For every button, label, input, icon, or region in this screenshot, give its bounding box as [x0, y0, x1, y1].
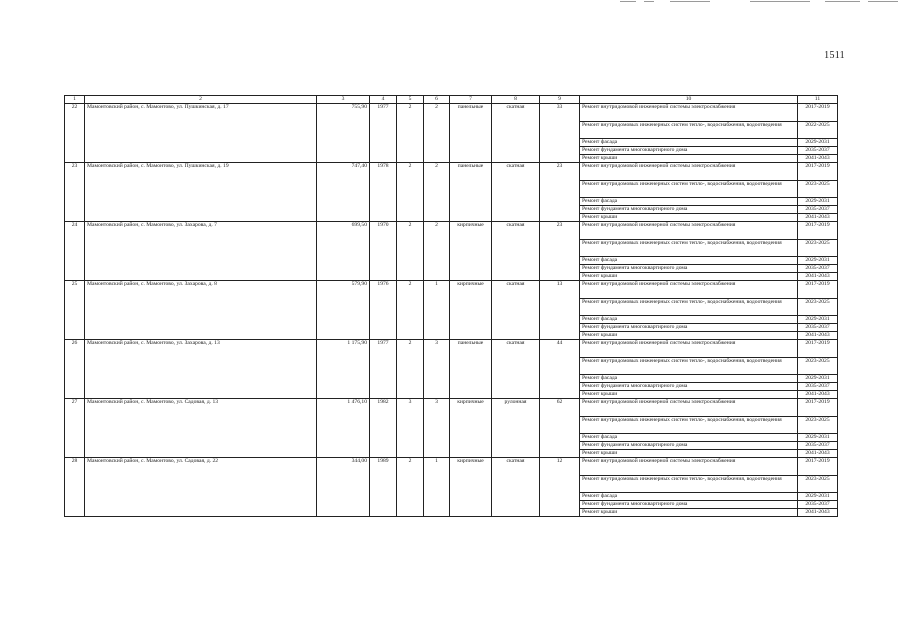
repair-period: 2041-2043	[798, 332, 838, 340]
repair-work-name: Ремонт фасада	[580, 434, 798, 442]
repair-period: 2035-2037	[798, 206, 838, 214]
column-number: 1	[65, 96, 85, 104]
resident-count: 13	[540, 281, 580, 340]
house-area: 1 175,90	[317, 340, 370, 399]
repair-work-name: Ремонт фасада	[580, 375, 798, 383]
column-number: 6	[424, 96, 450, 104]
wall-material: панельные	[450, 340, 492, 399]
column-number: 3	[317, 96, 370, 104]
repair-period: 2017-2019	[798, 163, 838, 181]
repair-work-name: Ремонт фундамента многоквартирного дома	[580, 324, 798, 332]
repair-period: 2029-2031	[798, 257, 838, 265]
repair-period: 2023-2025	[798, 476, 838, 493]
house-row	[65, 104, 838, 122]
repair-work-name: Ремонт фасада	[580, 139, 798, 147]
repair-period: 2041-2043	[798, 273, 838, 281]
repair-period: 2023-2025	[798, 299, 838, 316]
roof-type: скатная	[492, 281, 540, 340]
repair-work-name: Ремонт внутридомовых инженерных систем тепло-, водоснабжения, водоотведения	[580, 181, 798, 198]
repair-work-name: Ремонт фундамента многоквартирного дома	[580, 442, 798, 450]
roof-type: скатная	[492, 163, 540, 222]
repair-period: 2041-2043	[798, 214, 838, 222]
repair-work-name: Ремонт фундамента многоквартирного дома	[580, 501, 798, 509]
repair-period: 2035-2037	[798, 501, 838, 509]
repair-period: 2023-2025	[798, 417, 838, 434]
floor-count: 2	[397, 163, 424, 222]
resident-count: 23	[540, 222, 580, 281]
floor-count: 2	[397, 281, 424, 340]
resident-count: 62	[540, 399, 580, 458]
build-year: 1976	[370, 281, 397, 340]
repair-work-name: Ремонт фасада	[580, 257, 798, 265]
page-number: 1511	[824, 50, 845, 61]
repair-period: 2041-2043	[798, 509, 838, 517]
house-area: 747,40	[317, 163, 370, 222]
repair-program-table	[64, 95, 838, 517]
repair-period: 2022-2025	[798, 122, 838, 139]
floor-count: 2	[397, 458, 424, 517]
repair-work-name: Ремонт крыши	[580, 450, 798, 458]
entrance-count: 3	[424, 340, 450, 399]
wall-material: кирпичные	[450, 458, 492, 517]
repair-work-name: Ремонт крыши	[580, 155, 798, 163]
entrance-count: 3	[424, 399, 450, 458]
row-number: 25	[65, 281, 85, 340]
repair-work-name: Ремонт внутридомовых инженерных систем тепло-, водоснабжения, водоотведения	[580, 240, 798, 257]
build-year: 1977	[370, 340, 397, 399]
repair-work-name: Ремонт крыши	[580, 214, 798, 222]
repair-period: 2029-2031	[798, 198, 838, 206]
entrance-count: 1	[424, 458, 450, 517]
house-area: 699,50	[317, 222, 370, 281]
roof-type: скатная	[492, 104, 540, 163]
repair-period: 2023-2025	[798, 181, 838, 198]
column-number-row	[65, 96, 838, 104]
entrance-count: 2	[424, 104, 450, 163]
repair-work-name: Ремонт фундамента многоквартирного дома	[580, 383, 798, 391]
repair-period: 2029-2031	[798, 316, 838, 324]
row-number: 26	[65, 340, 85, 399]
build-year: 1970	[370, 222, 397, 281]
wall-material: панельные	[450, 104, 492, 163]
repair-work-name: Ремонт внутридомовых инженерных систем тепло-, водоснабжения, водоотведения	[580, 299, 798, 316]
house-address: Мамонтовский район, с. Мамонтово, ул. Садовая, д. 22	[85, 458, 317, 517]
repair-work-name: Ремонт фундамента многоквартирного дома	[580, 265, 798, 273]
row-number: 24	[65, 222, 85, 281]
column-number: 10	[580, 96, 798, 104]
floor-count: 2	[397, 104, 424, 163]
house-row	[65, 281, 838, 299]
column-number: 2	[85, 96, 317, 104]
house-address: Мамонтовский район, с. Мамонтово, ул. Садовая, д. 13	[85, 399, 317, 458]
repair-work-name: Ремонт внутридомовых инженерных систем тепло-, водоснабжения, водоотведения	[580, 122, 798, 139]
floor-count: 2	[397, 222, 424, 281]
entrance-count: 2	[424, 163, 450, 222]
repair-work-name: Ремонт крыши	[580, 391, 798, 399]
row-number: 27	[65, 399, 85, 458]
repair-work-name: Ремонт внутридомовых инженерных систем тепло-, водоснабжения, водоотведения	[580, 358, 798, 375]
entrance-count: 2	[424, 222, 450, 281]
repair-work-name: Ремонт крыши	[580, 273, 798, 281]
repair-period: 2029-2031	[798, 375, 838, 383]
house-address: Мамонтовский район, с. Мамонтово, ул. Пушкинская, д. 19	[85, 163, 317, 222]
build-year: 1977	[370, 104, 397, 163]
repair-period: 2029-2031	[798, 434, 838, 442]
repair-work-name: Ремонт крыши	[580, 332, 798, 340]
house-row	[65, 163, 838, 181]
floor-count: 3	[397, 399, 424, 458]
wall-material: панельные	[450, 163, 492, 222]
column-number: 11	[798, 96, 838, 104]
house-area: 1 476,10	[317, 399, 370, 458]
column-number: 9	[540, 96, 580, 104]
repair-work-name: Ремонт фасада	[580, 493, 798, 501]
resident-count: 33	[540, 104, 580, 163]
wall-material: кирпичные	[450, 281, 492, 340]
wall-material: кирпичные	[450, 399, 492, 458]
house-row	[65, 399, 838, 417]
repair-period: 2041-2043	[798, 450, 838, 458]
column-number: 5	[397, 96, 424, 104]
table-body	[65, 96, 838, 517]
row-number: 22	[65, 104, 85, 163]
repair-period: 2041-2043	[798, 155, 838, 163]
house-address: Мамонтовский район, с. Мамонтово, ул. Пушкинская, д. 17	[85, 104, 317, 163]
column-number: 7	[450, 96, 492, 104]
house-address: Мамонтовский район, с. Мамонтово, ул. Захарова, д. 13	[85, 340, 317, 399]
row-number: 28	[65, 458, 85, 517]
build-year: 1982	[370, 399, 397, 458]
resident-count: 23	[540, 163, 580, 222]
repair-work-name: Ремонт внутридомовой инженерной системы электроснабжения	[580, 104, 798, 122]
floor-count: 2	[397, 340, 424, 399]
repair-period: 2035-2037	[798, 383, 838, 391]
row-number: 23	[65, 163, 85, 222]
build-year: 1978	[370, 163, 397, 222]
roof-type: скатная	[492, 222, 540, 281]
house-row	[65, 222, 838, 240]
repair-work-name: Ремонт фундамента многоквартирного дома	[580, 147, 798, 155]
repair-work-name: Ремонт внутридомовых инженерных систем тепло-, водоснабжения, водоотведения	[580, 417, 798, 434]
repair-work-name: Ремонт внутридомовой инженерной системы электроснабжения	[580, 281, 798, 299]
entrance-count: 1	[424, 281, 450, 340]
repair-work-name: Ремонт фасада	[580, 198, 798, 206]
repair-work-name: Ремонт фасада	[580, 316, 798, 324]
column-number: 4	[370, 96, 397, 104]
repair-work-name: Ремонт фундамента многоквартирного дома	[580, 206, 798, 214]
house-area: 755,90	[317, 104, 370, 163]
wall-material: кирпичные	[450, 222, 492, 281]
repair-work-name: Ремонт внутридомовой инженерной системы электроснабжения	[580, 399, 798, 417]
repair-period: 2041-2043	[798, 391, 838, 399]
repair-period: 2035-2037	[798, 147, 838, 155]
resident-count: 44	[540, 340, 580, 399]
repair-period: 2017-2019	[798, 340, 838, 358]
repair-work-name: Ремонт крыши	[580, 509, 798, 517]
house-area: 579,90	[317, 281, 370, 340]
column-number: 8	[492, 96, 540, 104]
house-row	[65, 340, 838, 358]
repair-period: 2029-2031	[798, 493, 838, 501]
repair-work-name: Ремонт внутридомовых инженерных систем тепло-, водоснабжения, водоотведения	[580, 476, 798, 493]
house-area: 344,00	[317, 458, 370, 517]
repair-period: 2017-2019	[798, 281, 838, 299]
repair-period: 2023-2025	[798, 358, 838, 375]
repair-period: 2035-2037	[798, 324, 838, 332]
repair-work-name: Ремонт внутридомовой инженерной системы электроснабжения	[580, 163, 798, 181]
roof-type: скатная	[492, 340, 540, 399]
house-address: Мамонтовский район, с. Мамонтово, ул. Захарова, д. 7	[85, 222, 317, 281]
roof-type: рулонная	[492, 399, 540, 458]
repair-period: 2029-2031	[798, 139, 838, 147]
build-year: 1989	[370, 458, 397, 517]
repair-work-name: Ремонт внутридомовой инженерной системы электроснабжения	[580, 222, 798, 240]
repair-period: 2017-2019	[798, 222, 838, 240]
repair-period: 2017-2019	[798, 104, 838, 122]
repair-period: 2017-2019	[798, 399, 838, 417]
repair-period: 2017-2019	[798, 458, 838, 476]
repair-period: 2023-2025	[798, 240, 838, 257]
repair-work-name: Ремонт внутридомовой инженерной системы электроснабжения	[580, 458, 798, 476]
house-row	[65, 458, 838, 476]
repair-period: 2035-2037	[798, 265, 838, 273]
scan-edge-marks	[600, 0, 900, 4]
repair-period: 2035-2037	[798, 442, 838, 450]
house-address: Мамонтовский район, с. Мамонтово, ул. Захарова, д. 8	[85, 281, 317, 340]
roof-type: скатная	[492, 458, 540, 517]
resident-count: 12	[540, 458, 580, 517]
repair-work-name: Ремонт внутридомовой инженерной системы электроснабжения	[580, 340, 798, 358]
